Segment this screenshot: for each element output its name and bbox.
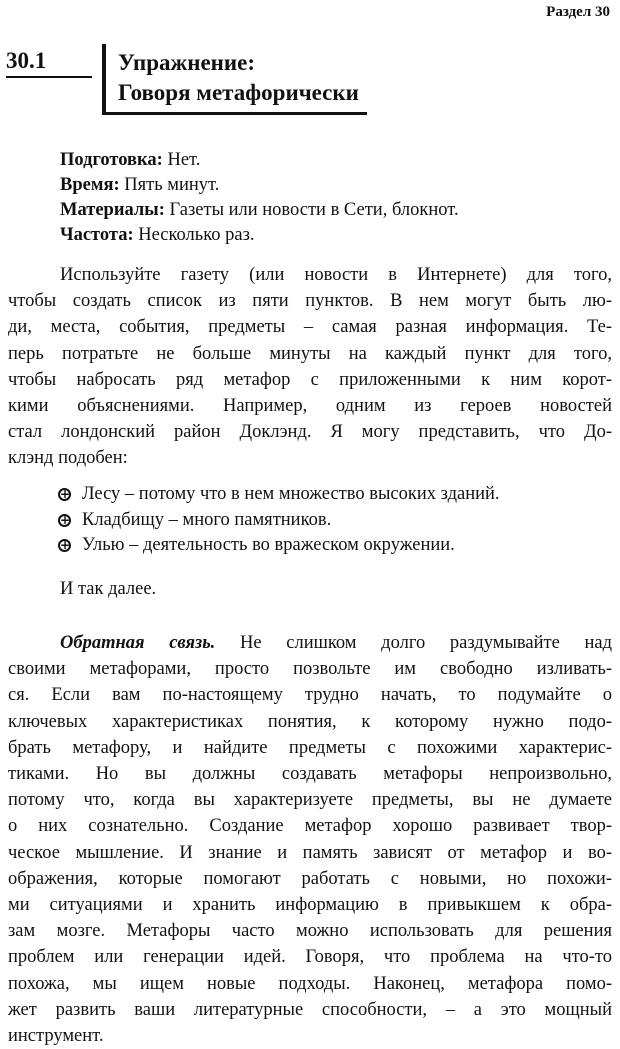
text-line: ми ситуациями и хранить информацию в привыкшем к обра- <box>8 895 612 916</box>
exercise-title-line-2: Говоря метафорически <box>118 80 359 105</box>
circle-plus-bullet-icon <box>58 514 71 527</box>
meta-label: Время: <box>60 175 120 195</box>
text-line: похожа, мы ищем новые подходы. Наконец, метафора помо- <box>8 973 612 994</box>
text-line: перь потратьте не больше минуты на каждый пункт для того, <box>8 343 612 364</box>
text-line: чтобы создать список из пяти пунктов. В нем могут быть лю- <box>8 291 612 312</box>
list-item-text: Улью – деятельность во вражеском окружении. <box>82 535 455 555</box>
meta-value: Газеты или новости в Сети, блокнот. <box>164 200 459 220</box>
text-line: своими метафорами, просто позвольте им свободно изливать- <box>8 659 612 680</box>
meta-value: Несколько раз. <box>133 225 255 245</box>
feedback-paragraph <box>8 630 612 1049</box>
text-line: жет развить ваши литературные способности, – а это мощный <box>8 999 612 1020</box>
meta-label: Подготовка: <box>60 150 163 170</box>
and-so-on-text: И так далее. <box>60 579 157 599</box>
text-line: зам мозге. Метафоры часто можно использовать для решения <box>8 921 612 942</box>
meta-materials <box>60 198 459 223</box>
exercise-meta <box>60 148 459 248</box>
text-line: стал лондонский район Доклэнд. Я могу представить, что До- <box>8 422 612 443</box>
meta-label: Материалы: <box>60 200 165 220</box>
list-item-text: Кладбищу – много памятников. <box>82 509 332 530</box>
text-line: тиками. Но вы должны создавать метафоры непроизвольно, <box>8 764 612 785</box>
text-line: кими объяснениями. Например, одним из героев новостей <box>8 396 612 417</box>
text-line: Используйте газету (или новости в Интернете) для того, <box>60 265 612 285</box>
text-line: брать метафору, и найдите предметы с похожими характерис- <box>8 737 612 758</box>
exercise-number: 30.1 <box>6 48 92 78</box>
feedback-label: Обратная связь. <box>60 633 216 653</box>
section-label: Раздел 30 <box>546 4 610 20</box>
circle-plus-bullet-icon <box>58 539 71 552</box>
circle-plus-bullet-icon <box>58 488 71 501</box>
bullet-list <box>58 482 500 559</box>
meta-time <box>60 173 459 198</box>
list-item <box>58 533 500 559</box>
text-line: проблем или генерации идей. Говоря, что проблема на что-то <box>8 947 612 968</box>
list-item <box>58 508 500 534</box>
text-line: ся. Если вам по-настоящему трудно начать, то подумайте о <box>8 685 612 706</box>
text-line: клэнд подобен: <box>8 448 128 469</box>
text-line: чтобы набросать ряд метафор с приложенными к ним корот- <box>8 369 612 390</box>
meta-value: Пять минут. <box>119 175 220 195</box>
meta-label: Частота: <box>60 225 134 245</box>
text-line: ческое мышление. И знание и память зависят от метафор и во- <box>8 842 612 863</box>
list-item <box>58 482 500 508</box>
exercise-title <box>102 44 367 115</box>
text-line: о них сознательно. Создание метафор хорошо развивает твор- <box>8 816 612 837</box>
text-line: потому что, когда вы характеризуете предметы, вы не думаете <box>8 790 612 811</box>
list-item-text: Лесу – потому что в нем множество высоких зданий. <box>82 484 500 504</box>
exercise-heading <box>6 44 606 116</box>
text-line <box>8 630 612 656</box>
meta-frequency <box>60 223 459 248</box>
text-line: ображения, которые помогают работать с новыми, но похожи- <box>8 868 612 889</box>
feedback-first-line: Не слишком долго раздумывайте над <box>215 633 613 653</box>
meta-value: Нет. <box>162 150 201 170</box>
text-line: ключевых характеристиках понятия, к которому нужно подо- <box>8 711 612 732</box>
meta-preparation <box>60 148 459 173</box>
intro-paragraph <box>8 262 612 472</box>
text-line: ди, места, события, предметы – самая разная информация. Те- <box>8 317 612 338</box>
exercise-title-line-1: Упражнение: <box>118 50 256 75</box>
text-line: инструмент. <box>8 1026 104 1047</box>
